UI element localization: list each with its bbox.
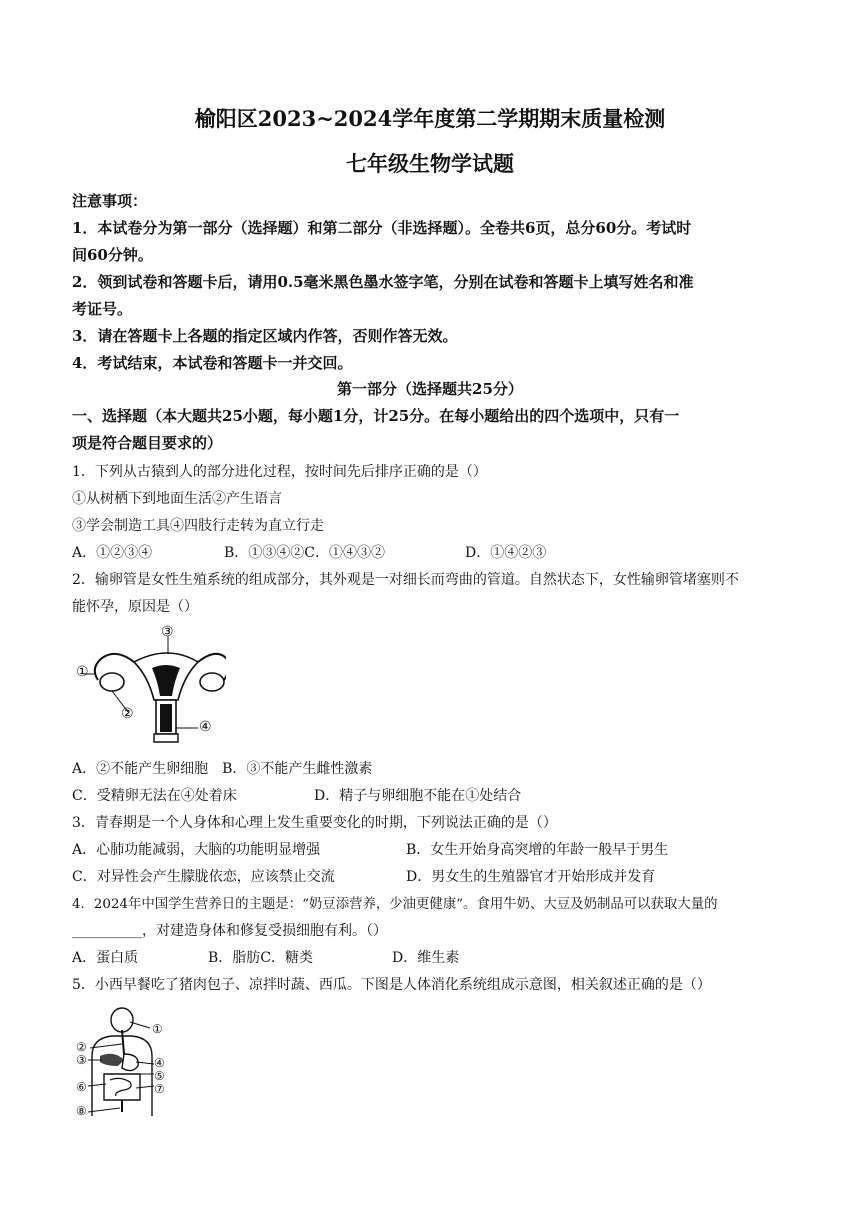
- q5-fig-label-6: ⑥: [76, 1080, 87, 1094]
- q3-stem: 3．青春期是一个人身体和心理上发生重要变化的时期，下列说法正确的是（）: [72, 815, 557, 831]
- q2-option-c: C．受精卵无法在④处着床: [72, 788, 237, 804]
- q2-fig-label-4: ④: [199, 719, 212, 735]
- q4-option-a: A．蛋白质: [72, 950, 139, 966]
- q2-option-d: D．精子与卵细胞不能在①处结合: [314, 788, 522, 804]
- notice-heading: 注意事项：: [72, 192, 148, 210]
- part1-instructions-line1: 一、选择题（本大题共25小题，每小题1分，计25分。在每小题给出的四个选项中，只有一: [72, 407, 680, 425]
- q5-fig-label-8: ⑧: [76, 1104, 87, 1118]
- q3-option-a: A．心肺功能减弱，大脑的功能明显增强: [72, 842, 321, 858]
- q1-line2: ①从树栖下到地面生活②产生语言: [72, 491, 282, 507]
- q1-option-a: A．①②③④: [72, 545, 153, 561]
- exam-subtitle: 七年级生物学试题: [346, 151, 514, 176]
- q2-fig-label-1: ①: [76, 664, 89, 680]
- notice-item-1-line1: 1．本试卷分为第一部分（选择题）和第二部分（非选择题）。全卷共6页，总分60分。考试时: [72, 219, 692, 237]
- q3-option-d: D．男女生的生殖器官才开始形成并发育: [406, 869, 656, 885]
- q4-stem-line2: __________，对建造身体和修复受损细胞有利。（）: [72, 923, 387, 939]
- q3-option-b: B．女生开始身高突增的年龄一般早于男生: [406, 842, 669, 858]
- q2-fig-label-3: ③: [161, 624, 174, 640]
- notice-item-2-line2: 考证号。: [72, 300, 133, 318]
- notice-item-2-line1: 2．领到试卷和答题卡后，请用0.5毫米黑色墨水签字笔，分别在试卷和答题卡上填写姓名和准: [72, 273, 694, 291]
- q1-stem: 1．下列从古猿到人的部分进化过程，按时间先后排序正确的是（）: [72, 464, 487, 480]
- notice-item-4: 4．考试结束，本试卷和答题卡一并交回。: [72, 354, 353, 372]
- q2-fig-label-2: ②: [121, 706, 134, 722]
- q5-fig-label-2: ②: [76, 1040, 87, 1054]
- q4-stem-line1: 4．2024年中国学生营养日的主题是：“奶豆添营养，少油更健康”。食用牛奶、大豆及奶制品可以获取大量的: [72, 897, 718, 912]
- part1-instructions-line2: 项是符合题目要求的）: [72, 434, 223, 452]
- q1-option-d: D．①④②③: [465, 545, 547, 561]
- q5-fig-label-1: ①: [152, 1022, 163, 1036]
- q2-stem-line2: 能怀孕，原因是（）: [72, 599, 198, 615]
- notice-item-1-line2: 间60分钟。: [72, 246, 153, 264]
- part1-heading: 第一部分（选择题共25分）: [337, 380, 523, 398]
- q5-fig-label-3: ③: [76, 1053, 87, 1067]
- notice-item-3: 3．请在答题卡上各题的指定区域内作答，否则作答无效。: [72, 327, 458, 345]
- q4-option-bc: B．脂肪C．糖类: [208, 950, 313, 966]
- q5-stem: 5．小西早餐吃了猪肉包子、凉拌时蔬、西瓜。下图是人体消化系统组成示意图，相关叙述正确的是（）: [72, 977, 711, 993]
- q3-option-c: C．对异性会产生朦胧依恋，应该禁止交流: [72, 869, 335, 885]
- q5-fig-label-4: ④: [154, 1056, 165, 1070]
- q1-option-bc: B．①③④②C．①④③②: [224, 545, 385, 561]
- q5-fig-label-7: ⑦: [154, 1082, 165, 1096]
- q1-line3: ③学会制造工具④四肢行走转为直立行走: [72, 518, 324, 534]
- q4-option-d: D．维生素: [392, 950, 460, 966]
- q2-stem-line1: 2．输卵管是女性生殖系统的组成部分，其外观是一对细长而弯曲的管道。自然状态下，女性输卵管堵塞则不: [72, 572, 739, 588]
- q2-option-ab: A．②不能产生卵细胞 B．③不能产生雌性激素: [72, 761, 373, 777]
- q5-fig-label-5: ⑤: [154, 1069, 165, 1083]
- exam-title: 榆阳区2023~2024学年度第二学期期末质量检测: [194, 106, 666, 131]
